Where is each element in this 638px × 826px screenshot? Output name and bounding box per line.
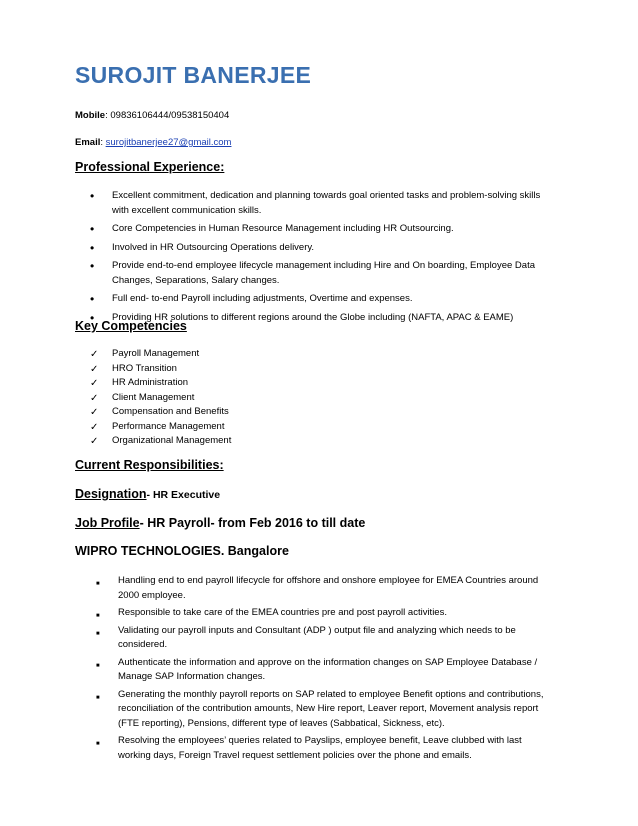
checkmark-icon bbox=[90, 405, 98, 421]
key-competencies-list bbox=[112, 347, 512, 449]
checkmark-icon bbox=[90, 347, 98, 363]
job-profile-label: Job Profile bbox=[75, 516, 140, 530]
checkmark-icon bbox=[90, 362, 98, 378]
current-responsibilities-heading: Current Responsibilities: bbox=[75, 458, 224, 472]
designation-value: - HR Executive bbox=[146, 489, 221, 501]
email-separator: : bbox=[100, 137, 106, 148]
list-item: ■ Resolving the employees’ queries related to Payslips, employee benefit, Leave clubbed with last working days, Foreign Travel request settlement policies over the phone and emails. bbox=[118, 734, 556, 763]
list-item: • Excellent commitment, dedication and planning towards goal oriented tasks and problem-solving skills with excellent communication skills. bbox=[112, 189, 552, 218]
candidate-name: SUROJIT BANERJEE bbox=[75, 62, 312, 88]
email-label: Email bbox=[75, 137, 101, 148]
list-item: ■ Validating our payroll inputs and Consultant (ADP ) output file and analyzing which needs to be considered. bbox=[118, 624, 556, 653]
email-line bbox=[75, 137, 231, 148]
list-item: ■ Authenticate the information and approve on the information changes on SAP Employee Database / Manage SAP Information changes. bbox=[118, 656, 556, 685]
list-item: ✓ Payroll Management bbox=[112, 347, 512, 362]
square-bullet-icon bbox=[96, 689, 100, 706]
bullet-icon bbox=[90, 292, 94, 308]
square-bullet-icon bbox=[96, 657, 100, 674]
square-bullet-icon bbox=[96, 607, 100, 624]
list-item: ✓ Client Management bbox=[112, 391, 512, 406]
professional-experience-list bbox=[112, 189, 552, 325]
designation-line bbox=[75, 487, 220, 501]
bullet-icon bbox=[90, 259, 94, 275]
bullet-icon bbox=[90, 189, 94, 205]
list-item: ✓ Performance Management bbox=[112, 420, 512, 435]
key-competencies-heading: Key Competencies bbox=[75, 319, 187, 333]
designation-label: Designation bbox=[75, 487, 147, 501]
checkmark-icon bbox=[90, 420, 98, 436]
list-item: ✓ Compensation and Benefits bbox=[112, 405, 512, 420]
list-item: • Provide end-to-end employee lifecycle management including Hire and On boarding, Employee Data Changes, Separations, Salary changes. bbox=[112, 259, 552, 288]
list-item: • Involved in HR Outsourcing Operations delivery. bbox=[112, 241, 552, 256]
list-item: ■ Responsible to take care of the EMEA countries pre and post payroll activities. bbox=[118, 606, 556, 621]
list-item: ■ Handling end to end payroll lifecycle for offshore and onshore employee for EMEA Countries around 2000 employee. bbox=[118, 574, 556, 603]
list-item: ■ Generating the monthly payroll reports on SAP related to employee Benefit options and contributions, reconciliation of the contribution amounts, New Hire report, Leaver report, Movement analysis report (FTE reporting), Pensions, different type of leaves (Sabbatical, Sickness, etc). bbox=[118, 688, 556, 732]
list-item: • Providing HR solutions to different regions around the Globe including (NAFTA, APAC & EAME) bbox=[112, 311, 552, 326]
list-item: • Full end- to-end Payroll including adjustments, Overtime and expenses. bbox=[112, 292, 552, 307]
list-item: ✓ HR Administration bbox=[112, 376, 512, 391]
company-name: WIPRO TECHNOLOGIES. Bangalore bbox=[75, 544, 289, 558]
list-item: ✓ Organizational Management bbox=[112, 434, 512, 449]
square-bullet-icon bbox=[96, 575, 100, 592]
list-item: ✓ HRO Transition bbox=[112, 362, 512, 377]
professional-experience-heading: Professional Experience: bbox=[75, 160, 225, 174]
mobile-line bbox=[75, 110, 229, 121]
checkmark-icon bbox=[90, 434, 98, 450]
square-bullet-icon bbox=[96, 625, 100, 642]
job-profile-line bbox=[75, 516, 365, 530]
checkmark-icon bbox=[90, 391, 98, 407]
square-bullet-icon bbox=[96, 735, 100, 752]
checkmark-icon bbox=[90, 376, 98, 392]
mobile-number: : 09836106444/09538150404 bbox=[105, 110, 230, 121]
responsibilities-list bbox=[118, 574, 556, 763]
mobile-label: Mobile bbox=[75, 110, 106, 121]
list-item: • Core Competencies in Human Resource Management including HR Outsourcing. bbox=[112, 222, 552, 237]
job-profile-value: - HR Payroll- from Feb 2016 to till date bbox=[139, 516, 366, 530]
bullet-icon bbox=[90, 241, 94, 257]
email-link[interactable]: surojitbanerjee27@gmail.com bbox=[105, 137, 232, 148]
bullet-icon bbox=[90, 222, 94, 238]
